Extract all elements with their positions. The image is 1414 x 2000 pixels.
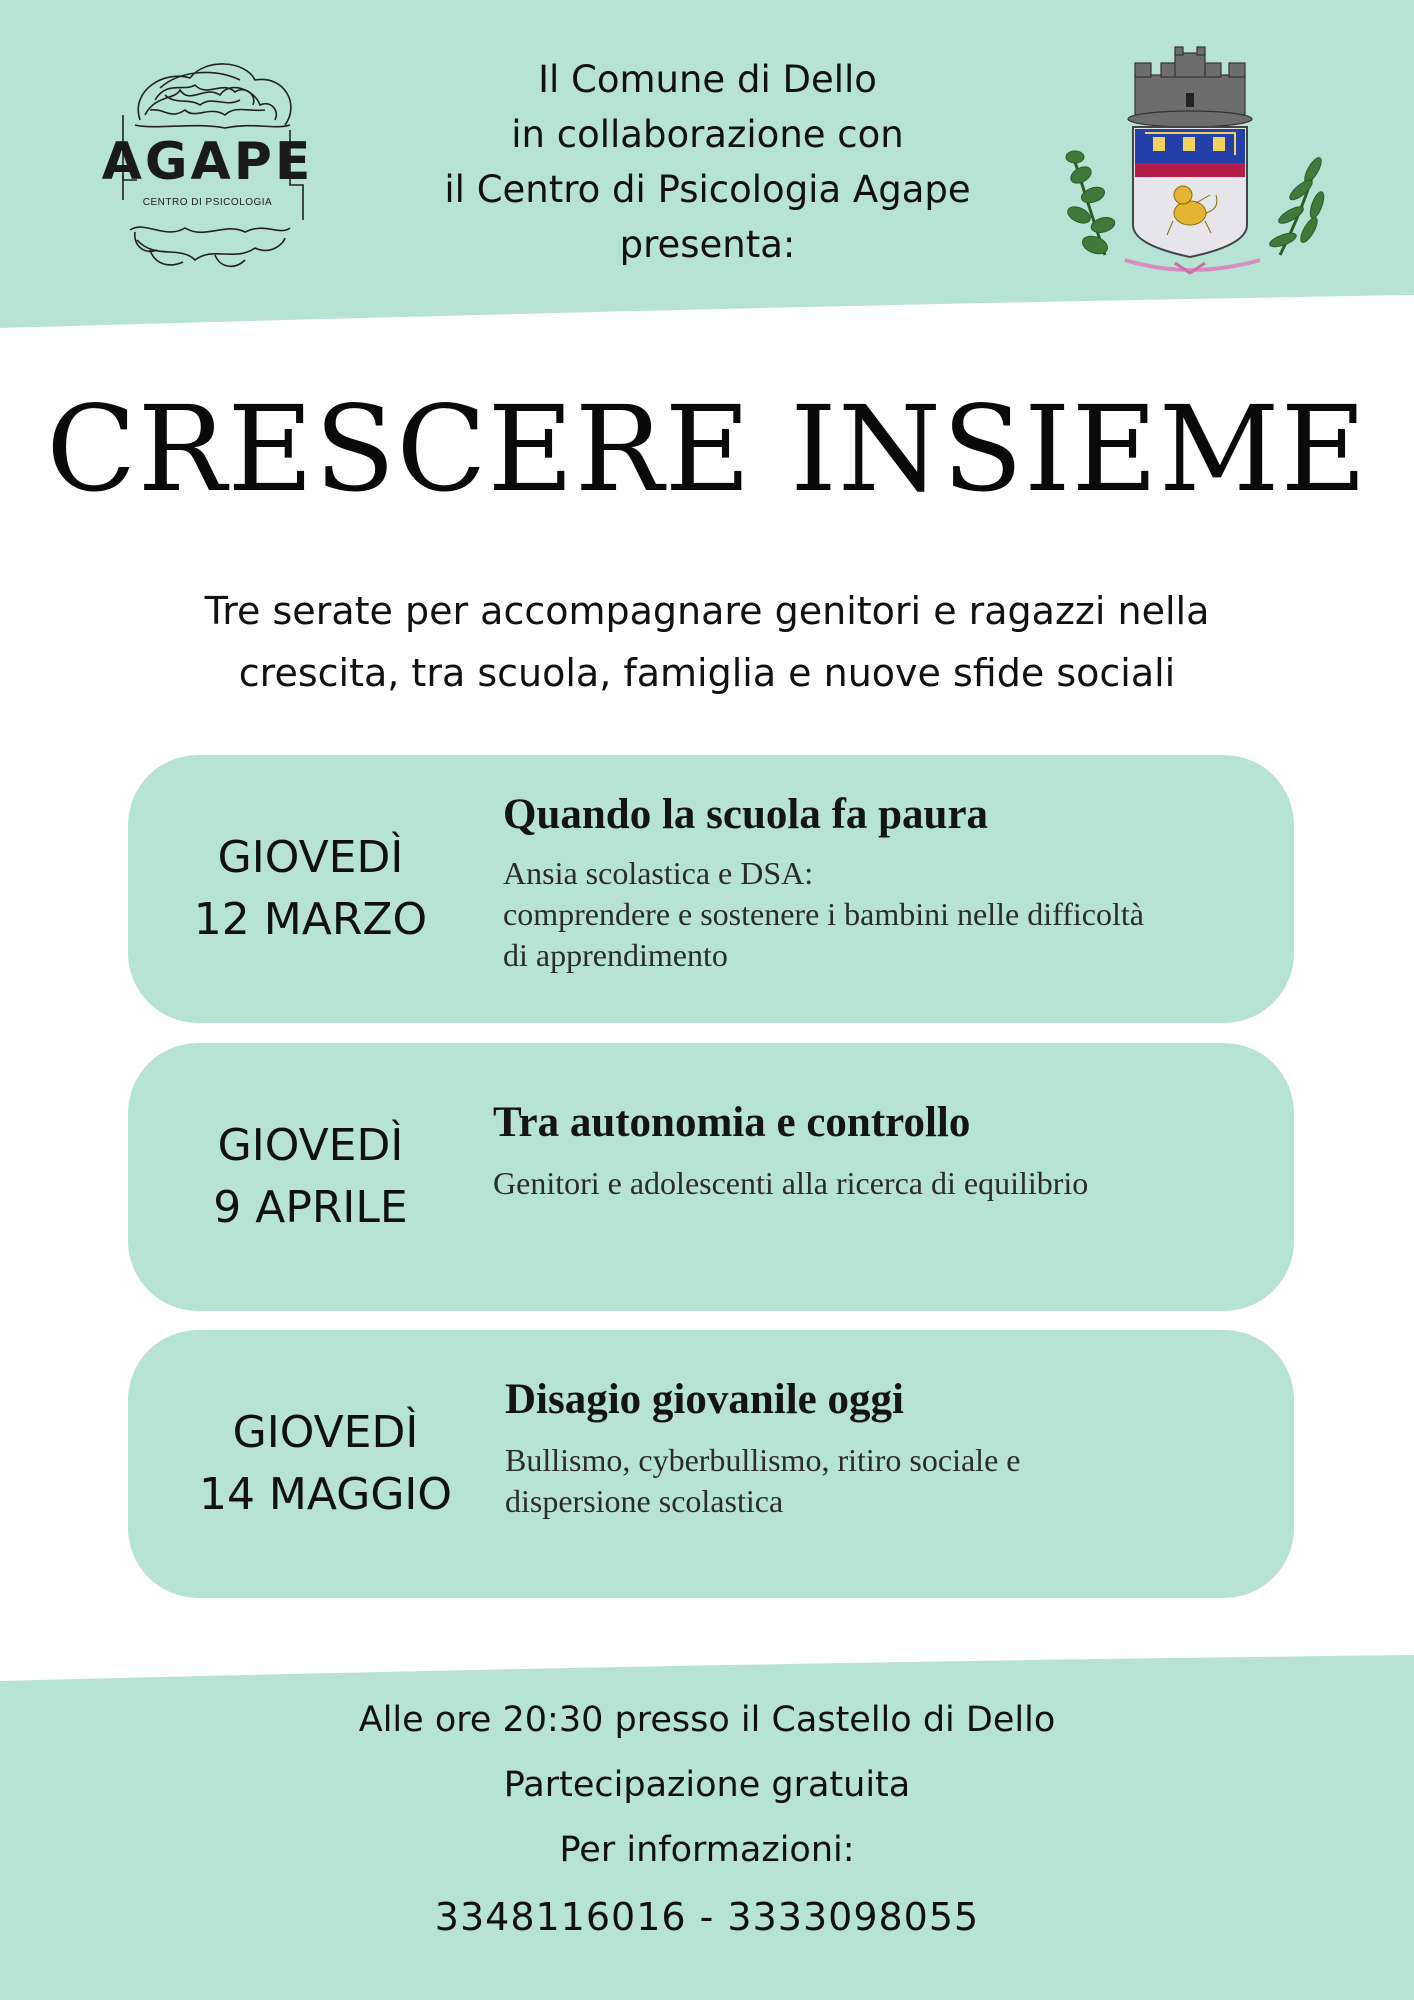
event-title: Disagio giovanile oggi xyxy=(505,1376,904,1423)
intro-line: Il Comune di Dello xyxy=(538,58,877,101)
event-card-1 xyxy=(128,755,1294,1023)
agape-logo-subtitle: CENTRO DI PSICOLOGIA xyxy=(142,197,273,208)
intro-line: il Centro di Psicologia Agape xyxy=(444,168,971,211)
subtitle-line: crescita, tra scuola, famiglia e nuove sfide sociali xyxy=(238,651,1176,695)
event-description-line: Bullismo, cyberbullismo, ritiro sociale e xyxy=(505,1442,1021,1478)
event-day: GIOVEDÌ xyxy=(232,1407,419,1458)
event-card-3 xyxy=(128,1330,1294,1598)
subtitle-line: Tre serate per accompagnare genitori e ragazzi nella xyxy=(204,589,1210,633)
municipal-coat-of-arms-icon xyxy=(1065,45,1325,285)
intro-text xyxy=(400,52,1015,272)
event-description-line: Ansia scolastica e DSA: xyxy=(503,855,814,891)
event-description xyxy=(493,1163,1088,1204)
main-title: CRESCERE INSIEME xyxy=(46,380,1368,518)
footer-info-label: Per informazioni: xyxy=(559,1830,855,1870)
event-date-text: 14 MAGGIO xyxy=(198,1469,453,1520)
event-title: Quando la scuola fa paura xyxy=(503,791,989,838)
event-date-text: 12 MARZO xyxy=(193,894,428,945)
subtitle xyxy=(120,580,1294,704)
event-day: GIOVEDÌ xyxy=(217,832,404,883)
event-description-line: Genitori e adolescenti alla ricerca di equilibrio xyxy=(493,1165,1089,1201)
event-description-line: di apprendimento xyxy=(503,937,728,973)
event-date xyxy=(128,1043,493,1311)
event-date xyxy=(128,1330,523,1598)
event-description-line: comprendere e sostenere i bambini nelle difficoltà xyxy=(503,896,1144,932)
event-title: Tra autonomia e controllo xyxy=(493,1099,971,1146)
footer-participation: Partecipazione gratuita xyxy=(503,1765,911,1805)
event-date-text: 9 APRILE xyxy=(213,1182,408,1233)
event-day: GIOVEDÌ xyxy=(217,1120,404,1171)
event-date xyxy=(128,755,493,1023)
footer-phone-numbers[interactable]: 3348116016 - 3333098055 xyxy=(434,1895,980,1939)
agape-logo xyxy=(95,50,320,285)
event-description xyxy=(503,853,1144,976)
event-description-line: dispersione scolastica xyxy=(505,1483,784,1519)
footer-time-place: Alle ore 20:30 presso il Castello di Dello xyxy=(358,1700,1056,1740)
event-description xyxy=(505,1440,1020,1522)
agape-logo-word: AGAPE xyxy=(101,132,314,192)
intro-line: in collaborazione con xyxy=(511,113,904,156)
intro-line: presenta: xyxy=(619,223,796,266)
event-card-2 xyxy=(128,1043,1294,1311)
